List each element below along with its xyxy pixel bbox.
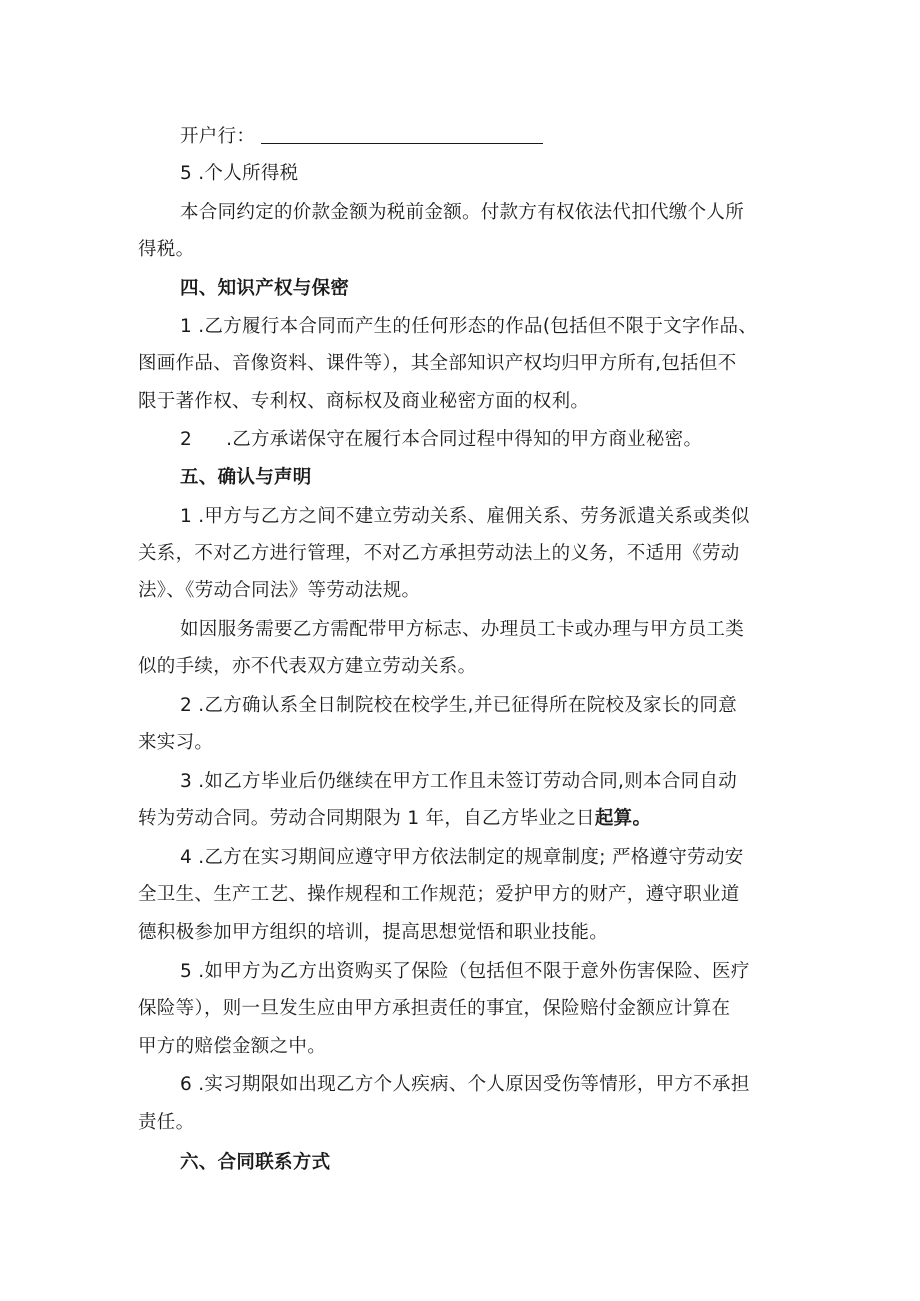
tax-item-title: 5 .个人所得税 — [180, 163, 299, 184]
ip-item-1-line-1: 1 .乙方履行本合同而产生的任何形态的作品(包括但不限于文字作品、 — [180, 316, 758, 337]
confirm-item-3-line-1: 3 .如乙方毕业后仍继续在甲方工作且未签订劳动合同,则本合同自动 — [180, 771, 738, 792]
confirm-item-1-line-1: 1 .甲方与乙方之间不建立劳动关系、雇佣关系、劳务派遣关系或类似 — [180, 506, 750, 527]
confirm-item-5-line-2: 保险等），则一旦发生应由甲方承担责任的事宜，保险赔付金额应计算在 — [138, 998, 731, 1019]
ip-item-2 — [180, 426, 830, 454]
tax-text-line-2: 得税。 — [138, 239, 195, 260]
confirm-extra-line-1: 如因服务需要乙方需配带甲方标志、办理员工卡或办理与甲方员工类 — [180, 619, 745, 640]
ip-item-1-line-2: 图画作品、音像资料、课件等），其全部知识产权均归甲方所有,包括但不 — [138, 353, 737, 374]
confirm-item-2-line-2: 来实习。 — [138, 732, 214, 753]
confirm-item-5-line-1: 5 .如甲方为乙方出资购买了保险（包括但不限于意外伤害保险、医疗 — [180, 961, 750, 982]
confirm-item-4-line-3: 德积极参加甲方组织的培训，提高思想觉悟和职业技能。 — [138, 922, 609, 943]
confirm-item-1-line-3: 法》、《劳动合同法》等劳动法规。 — [138, 580, 421, 601]
confirm-item-4-line-1: 4 .乙方在实习期间应遵守甲方依法制定的规章制度; 严格遵守劳动安 — [180, 847, 744, 868]
confirm-item-3-line-2 — [138, 805, 788, 833]
ip-item-2-number: 2 — [180, 429, 193, 450]
confirm-item-3-bold-text: 起算。 — [594, 808, 652, 829]
confirm-item-3-text: 转为劳动合同。劳动合同期限为 1 年，自乙方毕业之日 — [138, 808, 595, 829]
section-6-heading: 六、合同联系方式 — [180, 1152, 331, 1173]
bank-label: 开户行： — [180, 126, 256, 147]
bank-blank-field — [261, 123, 543, 144]
tax-text-line-1: 本合同约定的价款金额为税前金额。付款方有权依法代扣代缴个人所 — [180, 202, 745, 223]
confirm-item-4-line-2: 全卫生、生产工艺、操作规程和工作规范；爱护甲方的财产，遵守职业道 — [138, 884, 740, 905]
ip-item-1-line-3: 限于著作权、专利权、商标权及商业秘密方面的权利。 — [138, 391, 590, 412]
confirm-item-6-line-2: 责任。 — [138, 1112, 195, 1133]
bank-line — [180, 123, 830, 151]
confirm-item-5-line-3: 甲方的赔偿金额之中。 — [138, 1036, 327, 1057]
ip-item-2-text: .乙方承诺保守在履行本合同过程中得知的甲方商业秘密。 — [226, 429, 703, 450]
confirm-item-1-line-2: 关系，不对乙方进行管理，不对乙方承担劳动法上的义务，不适用《劳动 — [138, 543, 740, 564]
confirm-item-6-line-1: 6 .实习期限如出现乙方个人疾病、个人原因受伤等情形，甲方不承担 — [180, 1074, 750, 1095]
confirm-extra-line-2: 似的手续，亦不代表双方建立劳动关系。 — [138, 656, 477, 677]
section-5-heading: 五、确认与声明 — [180, 467, 312, 488]
confirm-item-2-line-1: 2 .乙方确认系全日制院校在校学生,并已征得所在院校及家长的同意 — [180, 695, 738, 716]
section-4-heading: 四、知识产权与保密 — [180, 278, 350, 299]
